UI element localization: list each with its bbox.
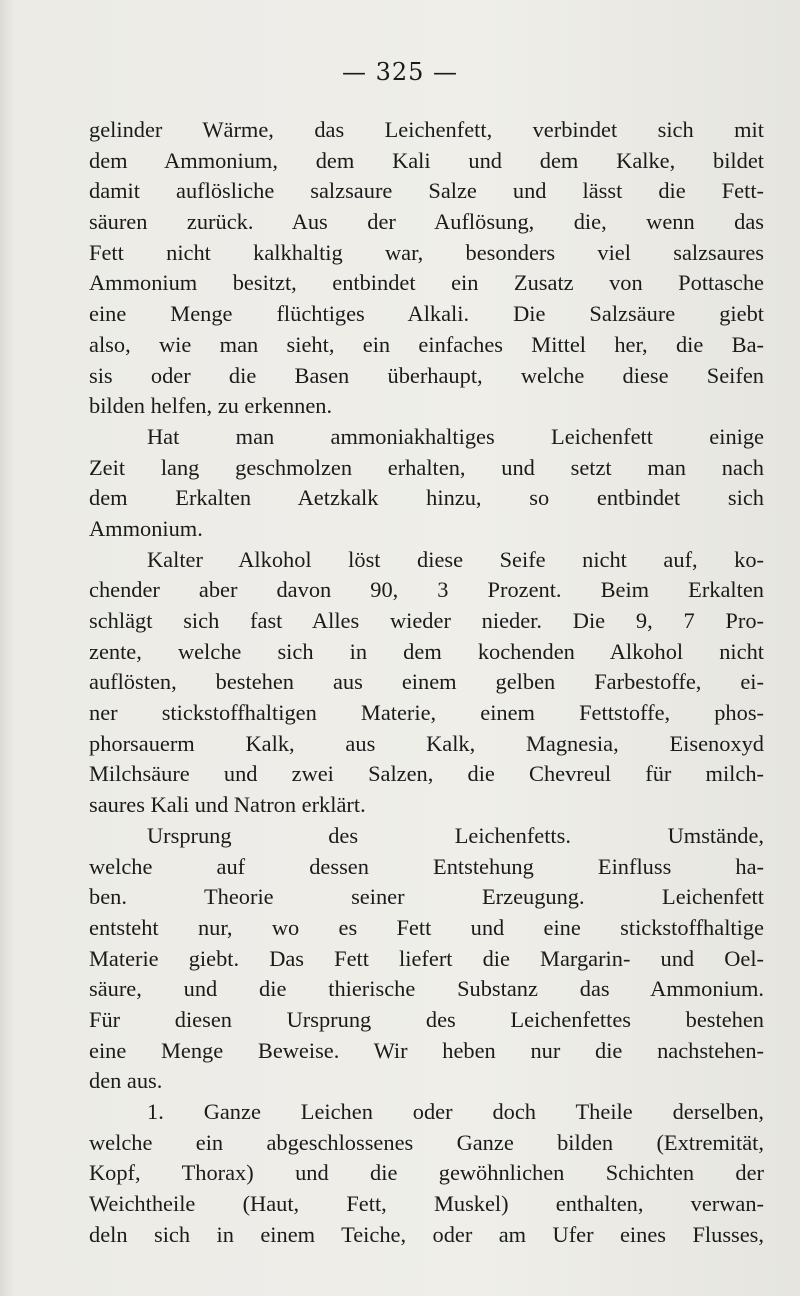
text-line: Kalter Alkohol löst diese Seife nicht auf, ko-: [147, 546, 764, 572]
text-line: säuren zurück. Aus der Auflösung, die, wenn das: [89, 209, 764, 235]
text-line: sis oder die Basen überhaupt, welche diese Seifen: [89, 362, 764, 388]
text-line: damit auflösliche salzsaure Salze und lässt die Fett-: [89, 178, 764, 204]
text-line: ben. Theorie seiner Erzeugung. Leichenfett: [89, 884, 764, 910]
text-line: Weichtheile (Haut, Fett, Muskel) enthalten, verwan-: [89, 1191, 764, 1217]
text-line: Ammonium besitzt, entbindet ein Zusatz von Pottasche: [89, 270, 764, 296]
text-line: deln sich in einem Teiche, oder am Ufer eines Flusses,: [89, 1221, 764, 1247]
text-line: saures Kali und Natron erklärt.: [89, 792, 366, 818]
text-line: zente, welche sich in dem kochenden Alkohol nicht: [89, 638, 764, 664]
body-text: [89, 115, 764, 1250]
text-line: welche ein abgeschlossenes Ganze bilden (Extremität,: [89, 1129, 764, 1155]
text-line: entsteht nur, wo es Fett und eine stickstoffhaltige: [89, 914, 764, 940]
text-line: Materie giebt. Das Fett liefert die Margarin- und Oel-: [89, 945, 764, 971]
text-line: Für diesen Ursprung des Leichenfettes bestehen: [89, 1006, 764, 1032]
text-line: Kopf, Thorax) und die gewöhnlichen Schichten der: [89, 1160, 764, 1186]
text-line: eine Menge flüchtiges Alkali. Die Salzsäure giebt: [89, 301, 764, 327]
text-line: Ammonium.: [89, 515, 203, 541]
text-line: gelinder Wärme, das Leichenfett, verbindet sich mit: [89, 117, 764, 142]
text-line: Ursprung des Leichenfetts. Umstände,: [147, 822, 764, 848]
text-line: chender aber davon 90, 3 Prozent. Beim Erkalten: [89, 577, 764, 603]
text-line: auflösten, bestehen aus einem gelben Farbestoffe, ei-: [89, 669, 764, 695]
text-line: Zeit lang geschmolzen erhalten, und setzt man nach: [89, 454, 764, 480]
text-line: ner stickstoffhaltigen Materie, einem Fettstoffe, phos-: [89, 700, 764, 726]
text-line: Fett nicht kalkhaltig war, besonders viel salzsaures: [89, 239, 764, 265]
page-number: — 325 —: [341, 58, 459, 86]
text-line: säure, und die thierische Substanz das Ammonium.: [89, 976, 764, 1002]
text-line: welche auf dessen Entstehung Einfluss ha-: [89, 853, 764, 879]
text-line: also, wie man sieht, ein einfaches Mittel her, die Ba-: [89, 331, 764, 357]
text-line: dem Erkalten Aetzkalk hinzu, so entbindet sich: [89, 485, 764, 511]
text-line: Hat man ammoniakhaltiges Leichenfett einige: [147, 423, 764, 449]
text-line: Milchsäure und zwei Salzen, die Chevreul für milch-: [89, 761, 764, 787]
text-line: 1. Ganze Leichen oder doch Theile derselben,: [147, 1099, 764, 1124]
text-line: dem Ammonium, dem Kali und dem Kalke, bildet: [89, 147, 764, 173]
text-line: schlägt sich fast Alles wieder nieder. Die 9, 7 Pro-: [89, 608, 764, 633]
text-line: eine Menge Beweise. Wir heben nur die nachstehen-: [89, 1037, 764, 1063]
text-line: phorsauerm Kalk, aus Kalk, Magnesia, Eisenoxyd: [89, 730, 764, 756]
text-line: bilden helfen, zu erkennen.: [89, 393, 333, 419]
text-line: den aus.: [89, 1068, 163, 1094]
